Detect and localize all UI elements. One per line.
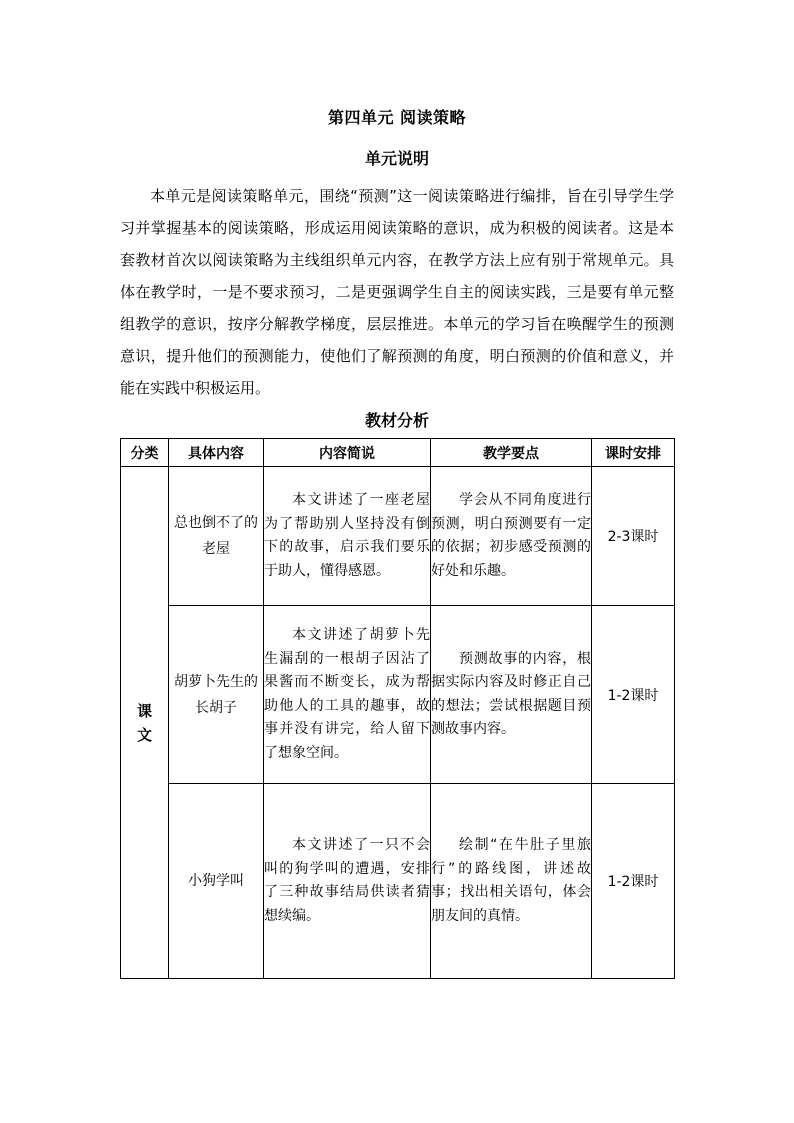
table-row — [121, 784, 675, 979]
header-teaching-points: 教学要点 — [431, 439, 592, 467]
material-analysis-table — [120, 438, 675, 979]
class-hours-cell: 1-2课时 — [592, 784, 675, 979]
table-row — [121, 606, 675, 784]
class-hours-cell: 1-2课时 — [592, 606, 675, 784]
brief-cell: 本文讲述了一只不会叫的狗学叫的遭遇，安排了三种故事结局供读者猜想续编。 — [264, 784, 431, 979]
content-cell: 总也倒不了的老屋 — [169, 467, 264, 606]
category-label: 课文 — [136, 701, 152, 744]
unit-description-paragraph: 本单元是阅读策略单元，围绕“预测”这一阅读策略进行编排，旨在引导学生学习并掌握基本的阅读策略，形成运用阅读策略的意识，成为积极的阅读者。这是本套教材首次以阅读策略为主线组织单元内容，在教学方法上应有别于常规单元。具体在教学时，一是不要求预习，二是更强调学生自主的阅读实践，三是要有单元整组教学的意识，按序分解教学梯度，层层推进。本单元的学习旨在唤醒学生的预测意识，提升他们的预测能力，使他们了解预测的角度，明白预测的价值和意义，并能在实践中积极运用。 — [120, 187, 674, 397]
document-title: 第四单元 阅读策略 — [327, 108, 467, 127]
header-category: 分类 — [121, 439, 169, 467]
header-content: 具体内容 — [169, 439, 264, 467]
brief-cell: 本文讲述了一座老屋为了帮助别人坚持没有倒下的故事，启示我们要乐于助人，懂得感恩。 — [264, 467, 431, 606]
brief-cell: 本文讲述了胡萝卜先生漏刮的一根胡子因沾了果酱而不断变长，成为帮助他人的工具的趣事，故事并没有讲完，给人留下了想象空间。 — [264, 606, 431, 784]
category-cell — [121, 467, 169, 979]
header-class-hours: 课时安排 — [592, 439, 675, 467]
teaching-points-cell: 绘制“在牛肚子里旅行”的路线图，讲述故事；找出相关语句，体会朋友间的真情。 — [431, 784, 592, 979]
header-brief: 内容简说 — [264, 439, 431, 467]
material-analysis-heading: 教材分析 — [364, 411, 429, 430]
table-header-row — [121, 439, 675, 467]
teaching-points-cell: 学会从不同角度进行预测，明白预测要有一定的依据；初步感受预测的好处和乐趣。 — [431, 467, 592, 606]
unit-description-heading: 单元说明 — [364, 149, 429, 168]
content-cell: 胡萝卜先生的长胡子 — [169, 606, 264, 784]
content-cell: 小狗学叫 — [169, 784, 264, 979]
table-row — [121, 467, 675, 606]
teaching-points-cell: 预测故事的内容，根据实际内容及时修正自己的想法；尝试根据题目预测故事内容。 — [431, 606, 592, 784]
class-hours-cell: 2-3课时 — [592, 467, 675, 606]
